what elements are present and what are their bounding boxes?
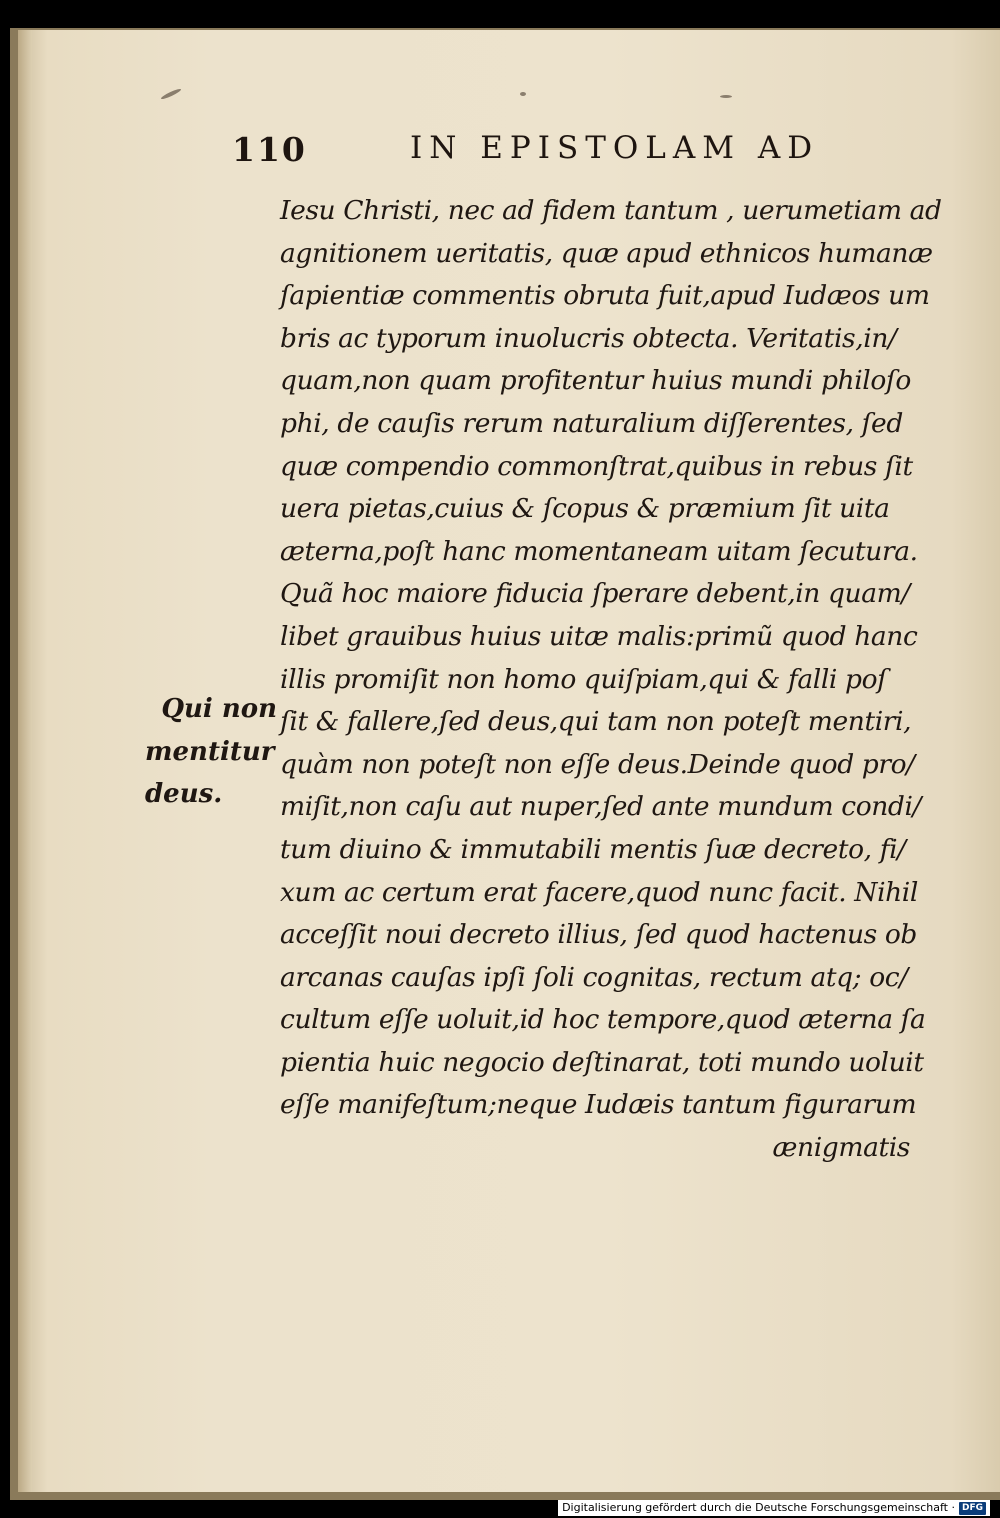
text-line: libet grauibus huius uitæ malis:primũ quod hanc — [280, 620, 918, 652]
text-line: acceſſit noui decreto illius, ſed quod hactenus ob — [280, 919, 917, 951]
text-line: cultum eſſe uoluit,id hoc tempore,quod æterna ſa — [280, 1004, 926, 1036]
text-line: ſapientiæ commentis obruta fuit,apud Iudæos um — [280, 280, 930, 312]
text-line: pientia huic negocio deſtinarat, toti mundo uoluit — [280, 1046, 924, 1078]
running-title: IN EPISTOLAM AD — [410, 130, 820, 166]
ink-mark — [520, 92, 526, 96]
running-head — [232, 130, 852, 180]
ink-mark — [720, 95, 732, 98]
text-line: quàm non poteſt non eſſe deus.Deinde quod pro/ — [280, 748, 915, 780]
credit-text: Digitalisierung gefördert durch die Deutsche Forschungsgemeinschaft · — [562, 1501, 955, 1514]
margin-note — [145, 688, 277, 816]
text-line: miſit,non caſu aut nuper,ſed ante mundum condi/ — [280, 791, 922, 823]
text-line: quæ compendio commonſtrat,quibus in rebus ſit — [280, 450, 913, 482]
digitization-credit — [558, 1500, 990, 1516]
text-line: uera pietas,cuius & ſcopus & præmium ſit uita — [280, 493, 890, 525]
text-line: xum ac certum erat facere,quod nunc facit. Nihil — [280, 876, 918, 908]
dfg-logo: DFG — [959, 1502, 986, 1515]
text-line: Quã hoc maiore fiducia ſperare debent,in quam/ — [280, 578, 910, 610]
body-text — [280, 190, 942, 1170]
text-line: Iesu Christi, nec ad fidem tantum , uerumetiam ad — [280, 195, 942, 226]
text-line: æterna,poſt hanc momentaneam uitam ſecutura. — [280, 535, 918, 567]
margin-note-line: deus. — [145, 779, 223, 810]
text-line: quam,non quam profitentur huius mundi philoſo — [280, 365, 911, 397]
page-number: 110 — [232, 130, 307, 169]
text-line: phi, de cauſis rerum naturalium diſſerentes, ſed — [280, 407, 903, 439]
page-gutter — [18, 30, 32, 1492]
text-line: arcanas cauſas ipſi ſoli cognitas, rectum atq; oc/ — [280, 961, 908, 993]
text-line: agnitionem ueritatis, quæ apud ethnicos humanæ — [280, 237, 933, 269]
text-line: bris ac typorum inuolucris obtecta. Veritatis,in/ — [280, 322, 897, 354]
margin-note-line: mentitur — [145, 736, 275, 767]
text-line: illis promiſit non homo quiſpiam,qui & falli poſ — [280, 663, 887, 695]
text-line: eſſe manifeſtum;neque Iudæis tantum figurarum — [280, 1089, 917, 1121]
catchword: ænigmatis — [772, 1132, 910, 1164]
margin-note-line: Qui non — [161, 694, 277, 724]
text-line: ſit & fallere,ſed deus,qui tam non poteſt mentiri, — [280, 706, 912, 738]
text-line: tum diuino & immutabili mentis ſuæ decreto, fi/ — [280, 833, 906, 865]
